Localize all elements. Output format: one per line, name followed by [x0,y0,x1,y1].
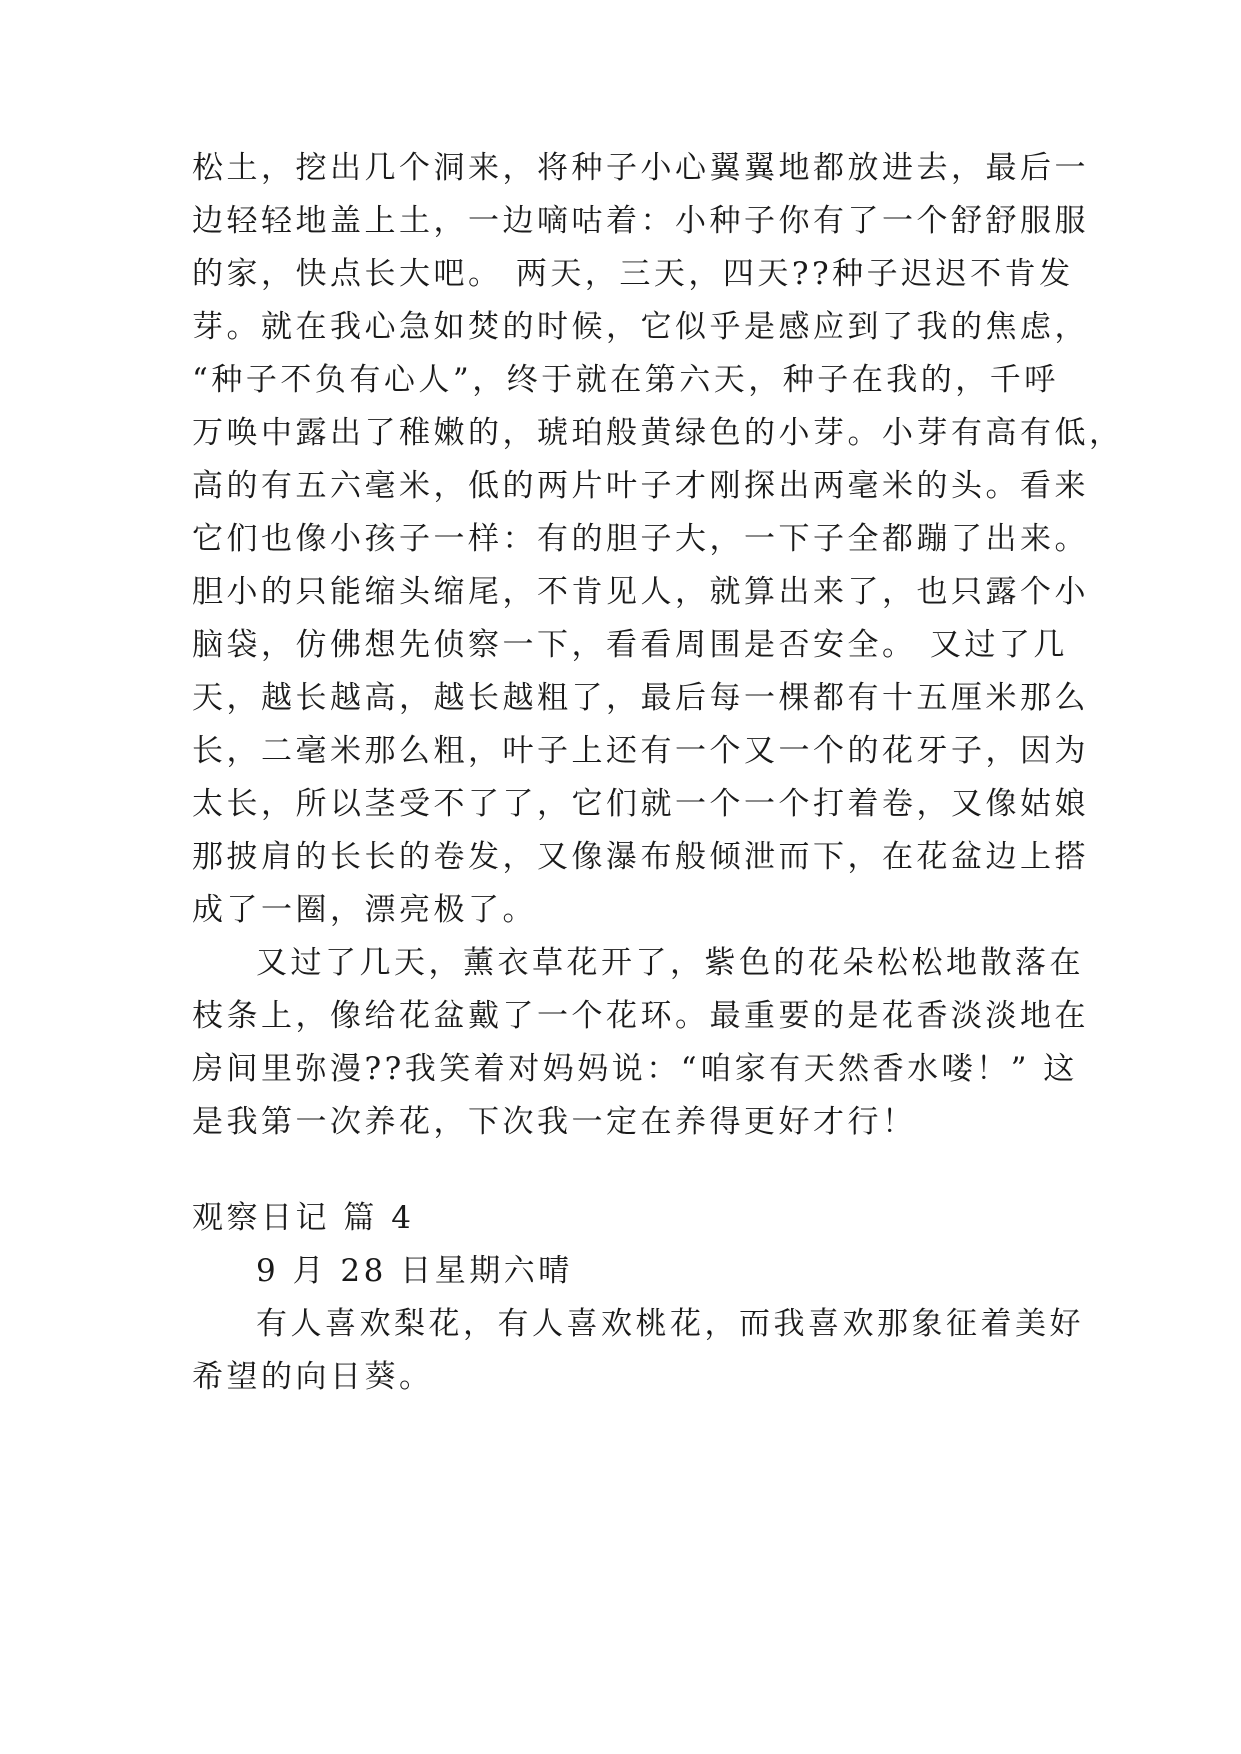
text-line: 芽。就在我心急如焚的时候，它似乎是感应到了我的焦虑， [192,309,1089,345]
text-line: 它们也像小孩子一样：有的胆子大，一下子全都蹦了出来。 [192,521,1089,557]
text-line: 是我第一次养花，下次我一定在养得更好才行！ [192,1104,917,1140]
date-line: 9 月 28 日星期六晴 [256,1253,573,1289]
text-line: 又过了几天，薰衣草花开了，紫色的花朵松松地散落在 [256,945,1084,981]
text-line: 那披肩的长长的卷发，又像瀑布般倾泄而下，在花盆边上搭 [192,839,1089,875]
text-line: “种子不负有心人”，终于就在第六天，种子在我的，千呼 [192,362,1059,398]
text-line: 房间里弥漫??我笑着对妈妈说：“咱家有天然香水喽！” 这 [192,1051,1078,1087]
text-line: 高的有五六毫米，低的两片叶子才刚探出两毫米的头。看来 [192,468,1089,504]
text-line: 边轻轻地盖上土，一边嘀咕着：小种子你有了一个舒舒服服 [192,203,1089,239]
text-line: 太长，所以茎受不了了，它们就一个一个打着卷，又像姑娘 [192,786,1089,822]
text-line: 脑袋，仿佛想先侦察一下，看看周围是否安全。 又过了几 [192,627,1068,663]
text-line: 万唤中露出了稚嫩的，琥珀般黄绿色的小芽。小芽有高有低， [192,415,1124,451]
text-line: 松土，挖出几个洞来，将种子小心翼翼地都放进去，最后一 [192,150,1089,186]
text-line: 枝条上，像给花盆戴了一个花环。最重要的是花香淡淡地在 [192,998,1089,1034]
text-line: 的家，快点长大吧。 两天，三天，四天??种子迟迟不肯发 [192,256,1074,292]
text-line: 有人喜欢梨花，有人喜欢桃花，而我喜欢那象征着美好 [256,1306,1084,1342]
text-line: 希望的向日葵。 [192,1359,434,1395]
section-heading: 观察日记 篇 4 [192,1200,415,1236]
text-line: 天，越长越高，越长越粗了，最后每一棵都有十五厘米那么 [192,680,1089,716]
text-line: 成了一圈，漂亮极了。 [192,892,537,928]
text-line: 长，二毫米那么粗，叶子上还有一个又一个的花牙子，因为 [192,733,1089,769]
text-line: 胆小的只能缩头缩尾，不肯见人，就算出来了，也只露个小 [192,574,1089,610]
